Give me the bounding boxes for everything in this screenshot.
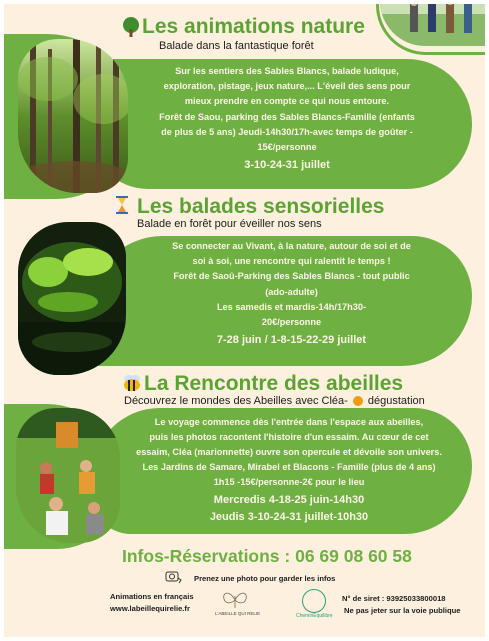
group-photo-frame [376,4,485,55]
section3-subtitle-tail: dégustation [367,395,425,407]
chemin-equilibre-logo [302,589,326,613]
honey-icon [353,396,363,406]
section2-line: Se connecter au Vivant, à la nature, autour de soi et de [172,241,411,251]
tree-icon [122,17,140,37]
section1-line: Forêt de Saou, parking des Sables Blancs-Famille (enfants [159,111,415,122]
section1-description [122,64,452,173]
section3-subtitle [124,395,425,407]
section1-subtitle: Balade dans la fantastique forêt [159,40,314,52]
hourglass-icon [116,196,128,214]
abeille-logo [220,590,250,610]
section3-date-line: Mercredis 4-18-25 juin-14h30 [213,494,365,506]
siret-number: N° de siret : 93925033800018 [342,594,446,603]
abeille-logo-caption: L'ABEILLE QUI RELIE [215,611,261,616]
section3-line: essaim, Cléa (marionnette) ouvre son opercule et dévoile son univers. [136,447,442,457]
camera-hand-icon [164,568,182,584]
section3-line: Le voyage commence dès l'entrée dans l'espace aux abeilles, [154,417,424,427]
section1-line: Sur les sentiers des Sables Blancs, balade ludique, [175,66,399,76]
chemin-equilibre-caption: CheminEquilibre [296,613,333,619]
section3-subtitle-text: Découvrez le mondes des Abeilles avec Cléa- [124,395,348,407]
section1-line: de plus de 5 ans) Jeudi-14h30/17h-avec temps de goûter - [161,126,413,137]
section2-dates: 7-28 juin / 1-8-15-22-29 juillet [216,334,367,347]
flyer-page [4,4,485,637]
section3-line: Les Jardins de Samare, Mirabel et Blacons - Famille (plus de 4 ans) [142,462,436,472]
section1-dates: 3-10-24-31 juillet [244,159,330,172]
section1-line: exploration, pistage, jeux nature,... L'éveil des sens pour [163,81,411,92]
section2-line: Forêt de Saoû-Parking des Sables Blancs - tout public [173,271,410,282]
public-road-note: Ne pas jeter sur la voie publique [344,606,461,615]
section1-line: 15€/personne [257,142,317,153]
photo-note: Prenez une photo pour garder les infos [194,574,336,583]
website: www.labeillequirelie.fr [110,604,190,613]
section3-description [104,415,474,526]
bee-icon [122,374,142,392]
section2-line: Les samedis et mardis-14h/17h30- [216,301,367,312]
section2-line: (ado-adulte) [265,286,318,297]
section1-title: Les animations nature [142,15,365,38]
section2-line: soi à soi, une rencontre qui ralentit le temps ! [192,256,391,267]
moss-pond-photo [18,222,126,375]
section1-line: mieux prendre en compte ce qui nous entoure. [184,96,390,107]
forest-photo [18,39,128,193]
section3-date-line: Jeudis 3-10-24-31 juillet-10h30 [209,511,369,523]
section2-line: 20€/personne [261,317,322,328]
section3-line: 1h15 -15€/personne-2€ pour le lieu [213,477,365,487]
section2-title: Les balades sensorielles [137,195,385,218]
infos-reservations: Infos-Réservations : 06 69 08 60 58 [122,546,412,566]
section3-title: La Rencontre des abeilles [144,372,404,395]
section3-line: puis les photos racontent l'histoire d'un essaim. Au cœur de cet [149,432,429,442]
section2-description [119,239,464,348]
language-note: Animations en français [110,592,194,601]
section2-subtitle: Balade en forêt pour éveiller nos sens [137,218,322,230]
